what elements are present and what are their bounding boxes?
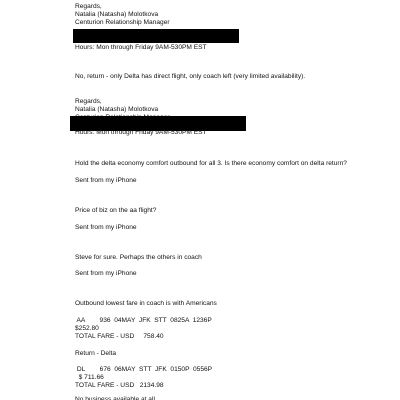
message-text: Steve for sure. Perhaps the others in coach: [75, 254, 202, 261]
return-title: Return - Delta: [75, 350, 117, 357]
message-text: Hold the delta economy comfort outbound for all 3. Is there economy comfort on delta return?: [75, 160, 347, 167]
sent-from-line: Sent from my iPhone: [75, 270, 137, 277]
signature-hours: Hours: Mon through Friday 9AM-530PM EST: [75, 129, 207, 136]
message-text: No business available at all: [75, 396, 155, 400]
signature-name: Natalia (Natasha) Molotkova: [75, 106, 159, 113]
outbound-price: $252.80: [75, 325, 99, 332]
return-total-fare: TOTAL FARE - USD 2134.98: [75, 382, 164, 389]
sent-from-line: Sent from my iPhone: [75, 224, 137, 231]
reply-text: No, return - only Delta has direct flight, only coach left (very limited availability).: [75, 73, 306, 80]
redaction-bar: [73, 29, 239, 43]
return-flight-line: DL 676 06MAY STT JFK 0150P 0556P: [75, 366, 213, 373]
outbound-flight-line: AA 936 04MAY JFK STT 0825A 1236P: [75, 317, 212, 324]
signature-hours: Hours: Mon through Friday 9AM-530PM EST: [75, 44, 207, 51]
signature-regards: Regards,: [75, 3, 102, 10]
signature-title: Centurion Relationship Manager: [75, 19, 170, 26]
signature-name: Natalia (Natasha) Molotkova: [75, 11, 159, 18]
signature-regards: Regards,: [75, 98, 102, 105]
sent-from-line: Sent from my iPhone: [75, 177, 137, 184]
message-text: Outbound lowest fare in coach is with Americans: [75, 300, 217, 307]
outbound-total-fare: TOTAL FARE - USD 758.40: [75, 333, 164, 340]
message-text: Price of biz on the aa flight?: [75, 207, 157, 214]
return-price: $ 711.66: [75, 374, 104, 381]
